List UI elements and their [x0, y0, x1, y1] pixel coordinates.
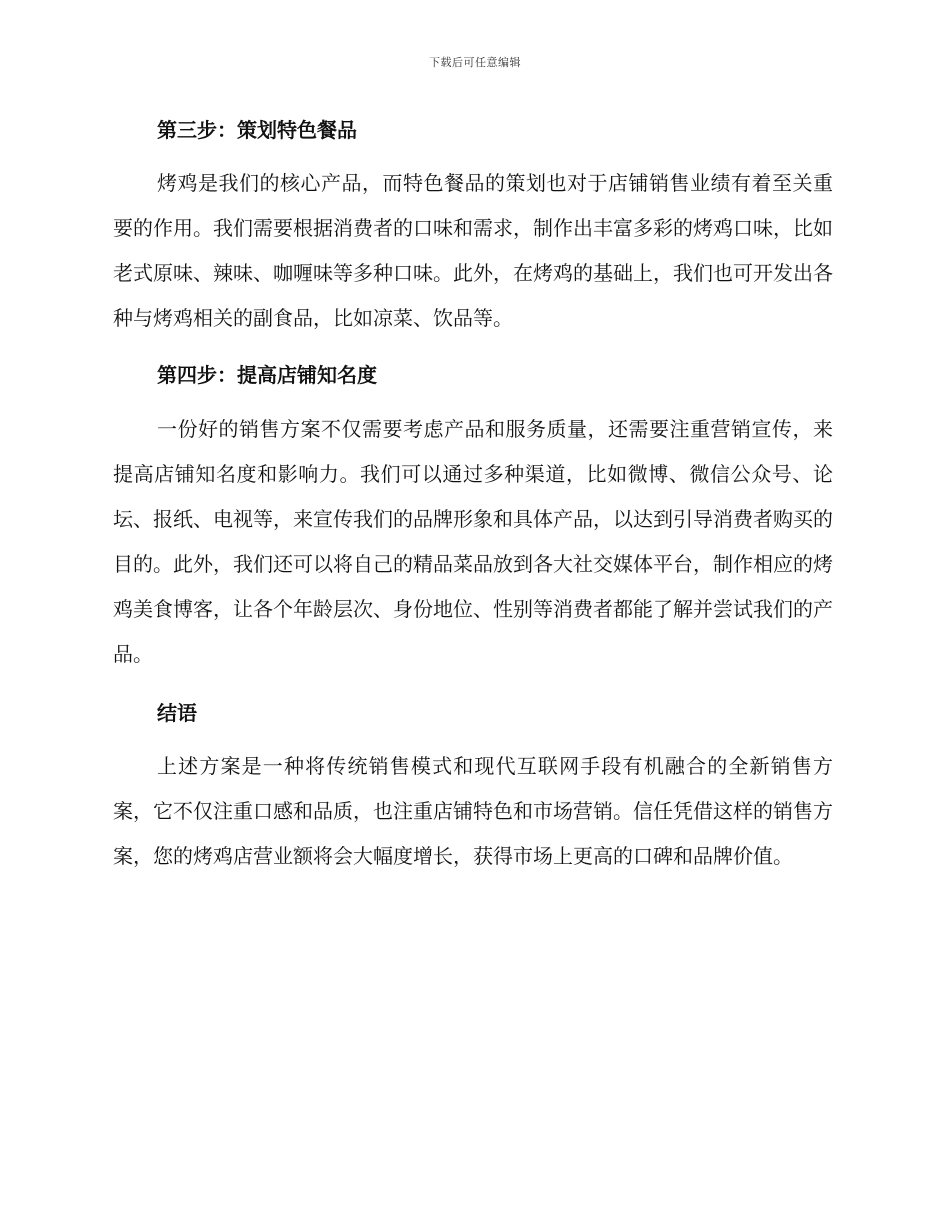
section-paragraph-step-four: 一份好的销售方案不仅需要考虑产品和服务质量，还需要注重营销宣传，来提高店铺知名度和影响力。我们可以通过多种渠道，比如微博、微信公众号、论坛、报纸、电视等，来宣传我们的品牌形象和具体产品，以达到引导消费者购买的目的。此外，我们还可以将自己的精品菜品放到各大社交媒体平台，制作相应的烤鸡美食博客，让各个年龄层次、身份地位、性别等消费者都能了解并尝试我们的产品。 [113, 417, 833, 666]
section-paragraph-step-three: 烤鸡是我们的核心产品，而特色餐品的策划也对于店铺销售业绩有着至关重要的作用。我们需要根据消费者的口味和需求，制作出丰富多彩的烤鸡口味，比如老式原味、辣味、咖喱味等多种口味。此外，在烤鸡的基础上，我们也可开发出各种与烤鸡相关的副食品，比如凉菜、饮品等。 [113, 171, 833, 330]
section-heading-conclusion: 结语 [157, 701, 197, 725]
section-paragraph-conclusion: 上述方案是一种将传统销售模式和现代互联网手段有机融合的全新销售方案，它不仅注重口感和品质，也注重店铺特色和市场营销。信任凭借这样的销售方案，您的烤鸡店营业额将会大幅度增长，获得市场上更高的口碑和品牌价值。 [113, 754, 833, 868]
section-heading-step-four: 第四步：提高店铺知名度 [157, 363, 377, 387]
document-body [113, 110, 833, 879]
section-heading-step-three: 第三步：策划特色餐品 [157, 118, 357, 142]
header-note: 下载后可任意编辑 [429, 56, 521, 69]
